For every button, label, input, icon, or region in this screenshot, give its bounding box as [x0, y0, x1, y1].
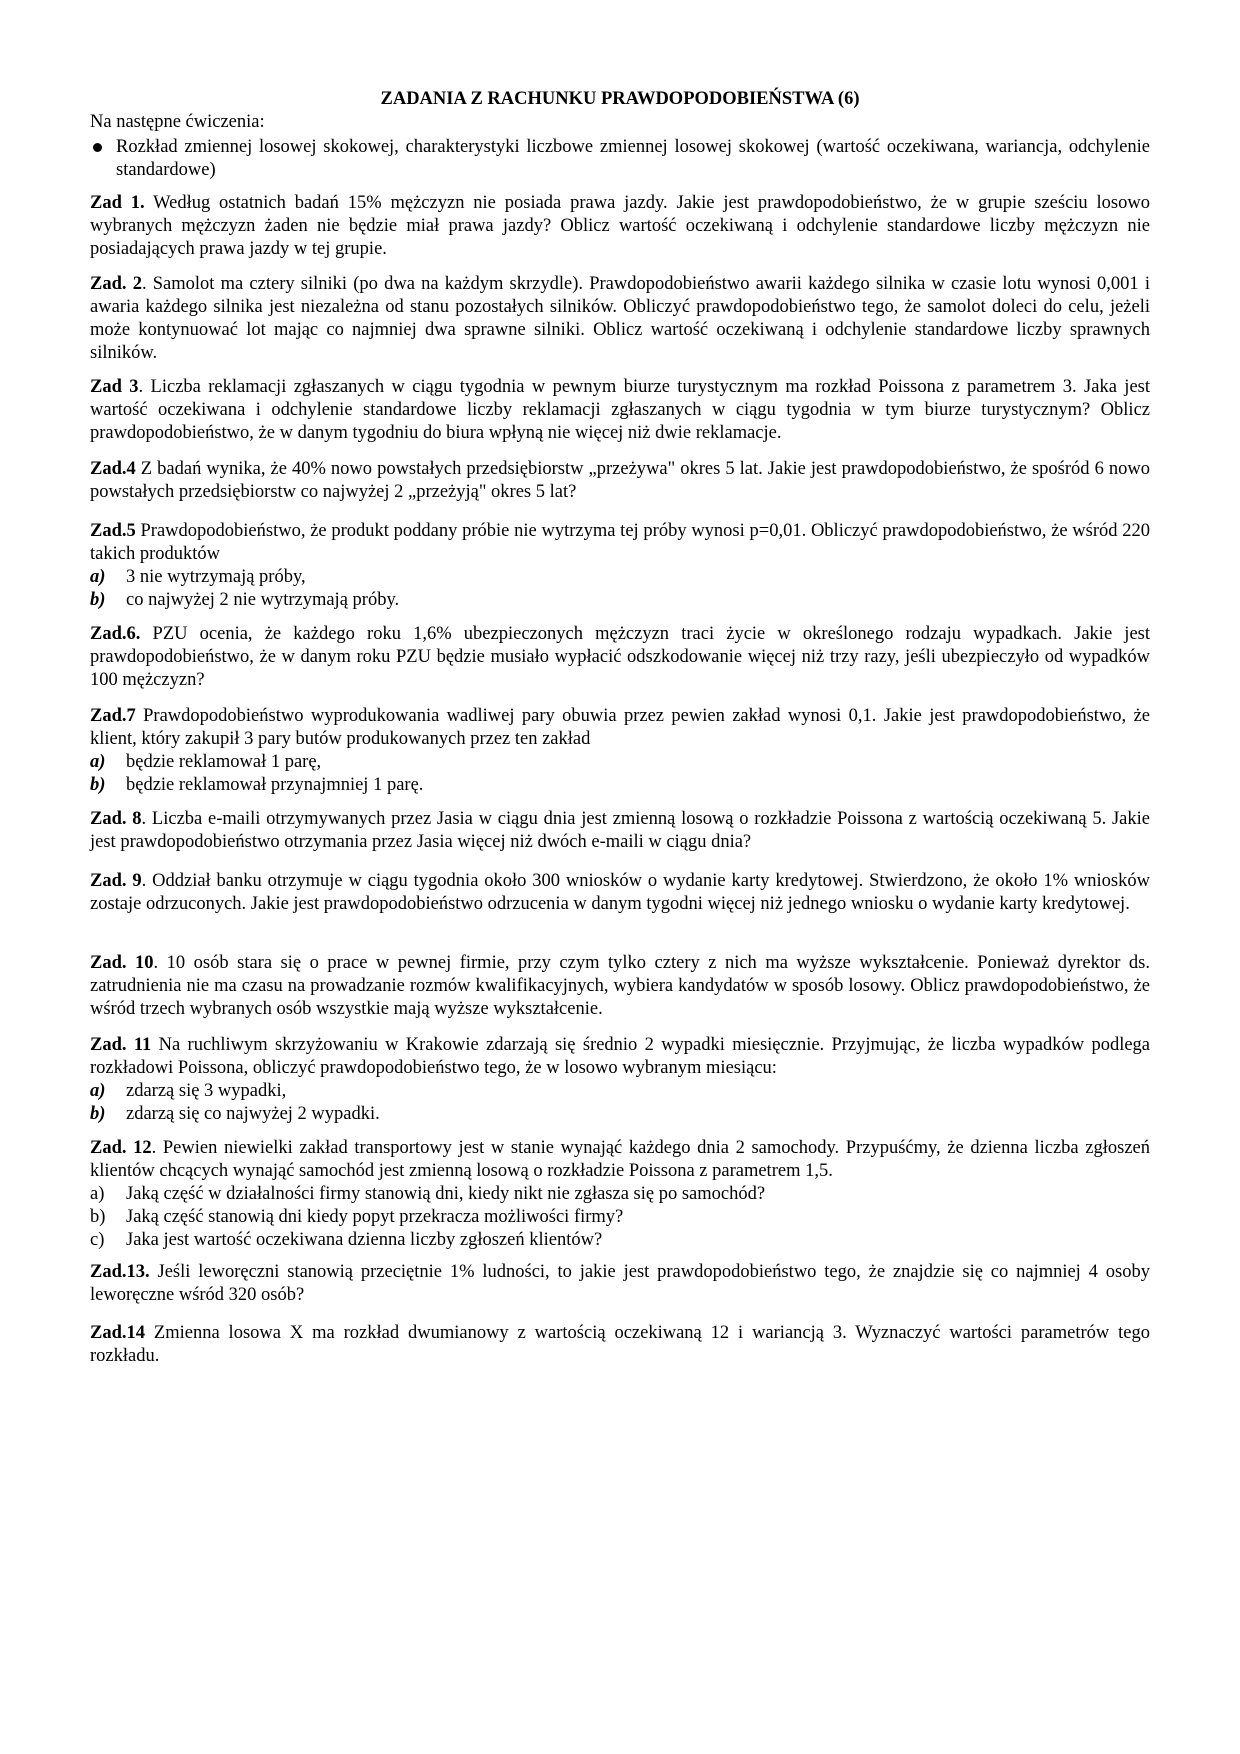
task-subitem [90, 1183, 1150, 1206]
subitem-text: Jaką część w działalności firmy stanowią dni, kiedy nikt nie zgłasza się po samochód? [126, 1184, 766, 1204]
subitem-marker: a) [90, 752, 106, 772]
task-9 [90, 870, 1150, 916]
task-subitem [90, 589, 1150, 612]
task-label: Zad. 8 [90, 809, 142, 829]
task-label: Zad. 10 [90, 953, 154, 973]
task-11 [90, 1034, 1150, 1126]
intro-bullet-text: Rozkład zmiennej losowej skokowej, charakterystyki liczbowe zmiennej losowej skokowej (wartość oczekiwana, wariancja, odchylenie standardowe) [116, 137, 1150, 180]
task-subitem [90, 1206, 1150, 1229]
task-text: . Liczba e-maili otrzymywanych przez Jasia w ciągu dnia jest zmienną losową o rozkładzie Poissona z wartością oczekiwaną 5. Jakie jest prawdopodobieństwo otrzymania przez Jasia więcej niż dwóch e-maili w ciągu dnia? [90, 809, 1150, 852]
subitem-marker: b) [90, 775, 106, 795]
task-text: Zmienna losowa X ma rozkład dwumianowy z wartością oczekiwaną 12 i wariancją 3. Wyznaczyć wartości parametrów tego rozkładu. [90, 1323, 1150, 1366]
subitem-text: Jaka jest wartość oczekiwana dzienna liczby zgłoszeń klientów? [126, 1230, 603, 1250]
document-title: ZADANIA Z RACHUNKU PRAWDOPODOBIEŃSTWA (6) [380, 89, 860, 109]
task-label: Zad. 12 [90, 1138, 152, 1158]
task-1 [90, 192, 1150, 261]
subitem-marker: b) [90, 590, 106, 610]
subitem-marker: a) [90, 1081, 106, 1101]
task-subitem [90, 751, 1150, 774]
intro-section [90, 111, 1150, 182]
subitem-marker: a) [90, 567, 106, 587]
task-label: Zad.14 [90, 1323, 146, 1343]
task-text: Jeśli leworęczni stanowią przeciętnie 1% ludności, to jakie jest prawdopodobieństwo tego, że znajdzie się co najmniej 4 osoby leworęczne wśród 320 osób? [90, 1262, 1150, 1305]
task-2 [90, 273, 1150, 365]
task-label: Zad. 11 [90, 1035, 152, 1055]
task-subitem [90, 1229, 1150, 1252]
task-text: Na ruchliwym skrzyżowaniu w Krakowie zdarzają się średnio 2 wypadki miesięcznie. Przyjmując, że liczba wypadków podlega rozkładowi Poissona, obliczyć prawdopodobieństwo tego, że w losowo wybranym miesiącu: [90, 1035, 1150, 1078]
task-text: . Samolot ma cztery silniki (po dwa na każdym skrzydle). Prawdopodobieństwo awarii każdego silnika w czasie lotu wynosi 0,001 i awaria każdego silnika jest niezależna od stanu pozostałych silników. Obliczyć prawdopodobieństwo tego, że samolot doleci do celu, jeżeli może kontynuować lot mając co najmniej dwa sprawne silniki. Oblicz wartość oczekiwaną i odchylenie standardowe liczby sprawnych silników. [90, 274, 1150, 363]
task-text: . 10 osób stara się o prace w pewnej firmie, przy czym tylko cztery z nich ma wyższe wykształcenie. Ponieważ dyrektor ds. zatrudnienia nie ma czasu na prowadzanie rozmów kwalifikacyjnych, wybiera kandydatów w sposób losowy. Oblicz prawdopodobieństwo, że wśród trzech wybranych osób wszystkie mają wyższe wykształcenie. [90, 953, 1150, 1019]
subitem-text: będzie reklamował 1 parę, [126, 752, 322, 772]
task-4 [90, 458, 1150, 504]
task-label: Zad. 2 [90, 274, 142, 294]
task-subitem [90, 1103, 1150, 1126]
task-label: Zad.7 [90, 706, 136, 726]
subitem-text: będzie reklamował przynajmniej 1 parę. [126, 775, 424, 795]
task-10 [90, 952, 1150, 1021]
subitem-text: zdarzą się co najwyżej 2 wypadki. [126, 1104, 380, 1124]
task-6 [90, 623, 1150, 692]
task-12 [90, 1137, 1150, 1252]
task-14 [90, 1322, 1150, 1368]
subitem-marker: c) [90, 1230, 105, 1250]
subitem-marker: b) [90, 1207, 106, 1227]
task-subitem [90, 774, 1150, 797]
subitem-text: zdarzą się 3 wypadki, [126, 1081, 287, 1101]
subitem-text: co najwyżej 2 nie wytrzymają próby. [126, 590, 400, 610]
task-3 [90, 376, 1150, 445]
task-text: Według ostatnich badań 15% mężczyzn nie posiada prawa jazdy. Jakie jest prawdopodobieństwo, że w grupie sześciu losowo wybranych mężczyzn żaden nie będzie miał prawa jazdy? Oblicz wartość oczekiwaną i odchylenie standardowe liczby mężczyzn nie posiadających prawa jazdy w tej grupie. [90, 193, 1150, 259]
subitem-text: Jaką część stanowią dni kiedy popyt przekracza możliwości firmy? [126, 1207, 624, 1227]
task-text: Z badań wynika, że 40% nowo powstałych przedsiębiorstw „przeżywa" okres 5 lat. Jakie jest prawdopodobieństwo, że spośród 6 nowo powstałych przedsiębiorstw co najwyżej 2 „przeżyją" okres 5 lat? [90, 459, 1150, 502]
intro-bullet-item [90, 136, 1150, 182]
task-subitem [90, 1080, 1150, 1103]
task-13 [90, 1261, 1150, 1307]
task-7 [90, 705, 1150, 797]
bullet-icon [93, 143, 102, 152]
task-label: Zad.4 [90, 459, 136, 479]
task-label: Zad. 9 [90, 871, 142, 891]
task-subitem [90, 566, 1150, 589]
subitem-marker: a) [90, 1184, 105, 1204]
subitem-marker: b) [90, 1104, 106, 1124]
task-label: Zad 3 [90, 377, 139, 397]
task-text: Prawdopodobieństwo wyprodukowania wadliwej pary obuwia przez pewien zakład wynosi 0,1. Jakie jest prawdopodobieństwo, że klient, który zakupił 3 pary butów produkowanych przez ten zakład [90, 706, 1150, 749]
task-text: PZU ocenia, że każdego roku 1,6% ubezpieczonych mężczyzn traci życie w określonego rodzaju wypadkach. Jakie jest prawdopodobieństwo, że w danym roku PZU będzie musiało wypłacić odszkodowanie więcej niż trzy razy, jeśli ubezpieczyło od wypadków 100 mężczyzn? [90, 624, 1150, 690]
subitem-text: 3 nie wytrzymają próby, [126, 567, 306, 587]
task-text: . Oddział banku otrzymuje w ciągu tygodnia około 300 wniosków o wydanie karty kredytowej. Stwierdzono, że około 1% wniosków zostaje odrzuconych. Jakie jest prawdopodobieństwo odrzucenia w danym tygodni więcej niż jednego wniosku o wydanie karty kredytowej. [90, 871, 1150, 914]
task-text: Prawdopodobieństwo, że produkt poddany próbie nie wytrzyma tej próby wynosi p=0,01. Obliczyć prawdopodobieństwo, że wśród 220 takich produktów [90, 521, 1150, 564]
task-label: Zad.5 [90, 521, 136, 541]
task-label: Zad.6. [90, 624, 141, 644]
task-label: Zad 1. [90, 193, 145, 213]
intro-heading: Na następne ćwiczenia: [90, 112, 265, 132]
task-text: . Liczba reklamacji zgłaszanych w ciągu tygodnia w pewnym biurze turystycznym ma rozkład Poissona z parametrem 3. Jaka jest wartość oczekiwana i odchylenie standardowe liczby reklamacji zgłaszanych w ciągu tygodnia w tym biurze turystycznym? Oblicz prawdopodobieństwo, że w danym tygodniu do biura wpłyną nie więcej niż dwie reklamacje. [90, 377, 1150, 443]
task-label: Zad.13. [90, 1262, 150, 1282]
task-text: . Pewien niewielki zakład transportowy jest w stanie wynająć każdego dnia 2 samochody. Przypuśćmy, że dzienna liczba zgłoszeń klientów chcących wynająć samochód jest zmienną losową o rozkładzie Poissona z parametrem 1,5. [90, 1138, 1150, 1181]
task-5 [90, 520, 1150, 612]
task-8 [90, 808, 1150, 854]
